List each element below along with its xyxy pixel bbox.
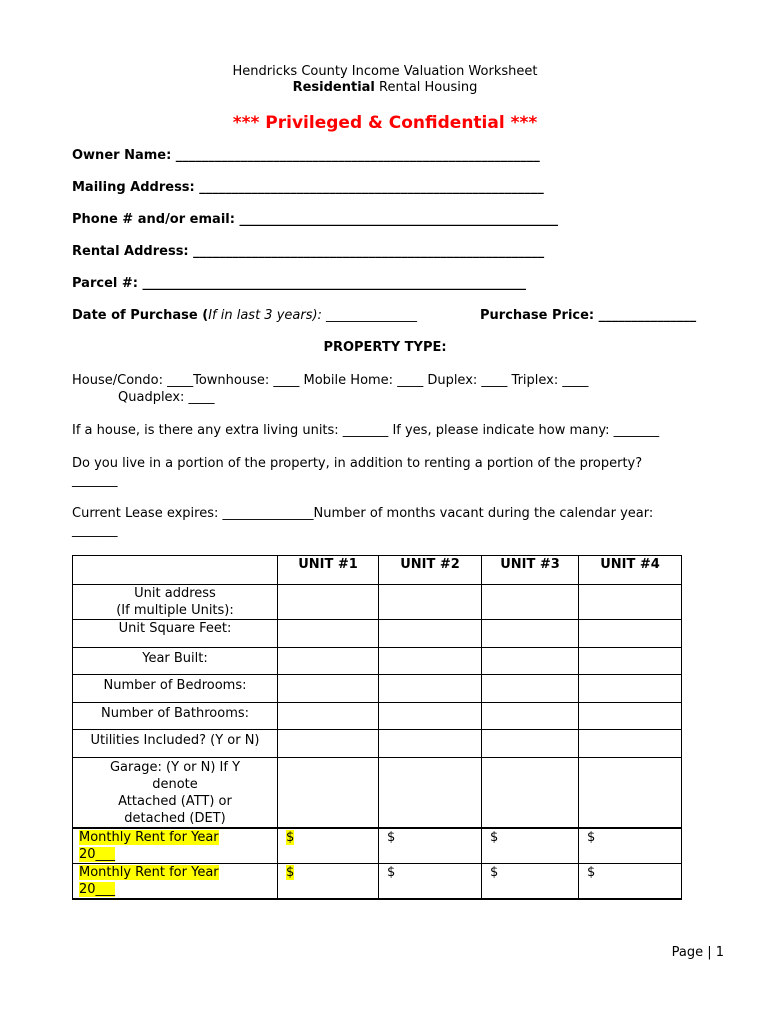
unit-address-label-1: Unit address (134, 586, 216, 601)
table-row (73, 585, 682, 620)
table-row (73, 675, 682, 703)
property-types-quadplex[interactable]: Quadplex: ____ (118, 390, 215, 405)
garage-label-3: Attached (ATT) or (118, 794, 232, 809)
bathrooms-cell[interactable] (278, 703, 379, 730)
rent-year-1-unit-2[interactable]: $ (379, 828, 482, 864)
document-subtitle (0, 80, 770, 95)
unit-address-cell[interactable] (579, 585, 682, 620)
square-feet-cell[interactable] (482, 620, 579, 648)
rent-year-1-label (73, 828, 278, 864)
subtitle-bold: Residential (292, 80, 375, 95)
utilities-cell[interactable] (482, 730, 579, 758)
rent-year-2-label-b: 20___ (79, 882, 116, 897)
unit-address-label-2: (If multiple Units): (116, 603, 234, 618)
subtitle-rest: Rental Housing (374, 80, 478, 95)
rent-year-2-unit-1[interactable] (278, 864, 379, 900)
unit-2-header: UNIT #2 (379, 556, 482, 585)
date-note: If in last 3 years): ______________ (208, 308, 418, 323)
table-row (73, 828, 682, 864)
garage-cell[interactable] (278, 758, 379, 829)
rent-year-2-label (73, 864, 278, 900)
bedrooms-cell[interactable] (379, 675, 482, 703)
utilities-cell[interactable] (379, 730, 482, 758)
purchase-price-field[interactable]: Purchase Price: _______________ (480, 308, 697, 323)
rent-year-1-label-a: Monthly Rent for Year (79, 830, 219, 845)
bedrooms-cell[interactable] (278, 675, 379, 703)
garage-label-4: detached (DET) (124, 811, 226, 826)
document-title: Hendricks County Income Valuation Worksheet (232, 64, 538, 79)
bathrooms-cell[interactable] (379, 703, 482, 730)
date-label: Date of Purchase ( (72, 308, 209, 323)
lease-question[interactable]: Current Lease expires: ______________Number of months vacant during the calendar year: (72, 506, 654, 521)
unit-address-label (73, 585, 278, 620)
rent-year-1-label-b: 20___ (79, 847, 116, 862)
garage-label (73, 758, 278, 829)
garage-cell[interactable] (579, 758, 682, 829)
owner-name-field[interactable]: Owner Name: ________________________________________________________ (72, 148, 540, 163)
extra-units-question[interactable]: If a house, is there any extra living units: _______ If yes, please indicate how many: _______ (72, 423, 660, 438)
year-built-cell[interactable] (278, 648, 379, 675)
unit-address-cell[interactable] (482, 585, 579, 620)
garage-cell[interactable] (482, 758, 579, 829)
bedrooms-cell[interactable] (579, 675, 682, 703)
mailing-address-field[interactable]: Mailing Address: _____________________________________________________ (72, 180, 544, 195)
rent-year-1-unit-1[interactable] (278, 828, 379, 864)
bathrooms-label: Number of Bathrooms: (73, 703, 278, 730)
phone-email-field[interactable]: Phone # and/or email: _________________________________________________ (72, 212, 558, 227)
unit-address-cell[interactable] (379, 585, 482, 620)
unit-1-header: UNIT #1 (278, 556, 379, 585)
parcel-field[interactable]: Parcel #: ___________________________________________________________ (72, 276, 526, 291)
bathrooms-cell[interactable] (579, 703, 682, 730)
table-row (73, 730, 682, 758)
unit-4-header: UNIT #4 (579, 556, 682, 585)
garage-label-2: denote (152, 777, 198, 792)
garage-cell[interactable] (379, 758, 482, 829)
confidential-banner: *** Privileged & Confidential *** (232, 113, 538, 133)
table-row (73, 758, 682, 829)
page-number: Page | 1 (671, 945, 724, 960)
year-built-cell[interactable] (482, 648, 579, 675)
header-blank-cell (73, 556, 278, 585)
live-in-question: Do you live in a portion of the property, in addition to renting a portion of the property? (72, 456, 643, 471)
table-row (73, 864, 682, 900)
square-feet-cell[interactable] (278, 620, 379, 648)
rent-year-1-unit-3[interactable]: $ (482, 828, 579, 864)
date-of-purchase-field[interactable] (72, 308, 417, 323)
bedrooms-cell[interactable] (482, 675, 579, 703)
table-row (73, 620, 682, 648)
year-built-cell[interactable] (379, 648, 482, 675)
live-in-answer[interactable]: _______ (72, 473, 118, 488)
square-feet-label: Unit Square Feet: (73, 620, 278, 648)
square-feet-cell[interactable] (379, 620, 482, 648)
property-types-line[interactable]: House/Condo: ____Townhouse: ____ Mobile Home: ____ Duplex: ____ Triplex: ____ (72, 373, 589, 388)
dollar-sign: $ (286, 830, 295, 845)
rent-year-2-unit-4[interactable]: $ (579, 864, 682, 900)
units-header-row (73, 556, 682, 585)
utilities-label: Utilities Included? (Y or N) (73, 730, 278, 758)
year-built-cell[interactable] (579, 648, 682, 675)
rent-year-2-unit-3[interactable]: $ (482, 864, 579, 900)
property-type-heading: PROPERTY TYPE: (323, 340, 447, 355)
dollar-sign: $ (286, 865, 295, 880)
vacant-months-answer[interactable]: _______ (72, 523, 118, 538)
units-table (72, 555, 682, 900)
table-row (73, 703, 682, 730)
utilities-cell[interactable] (579, 730, 682, 758)
rent-year-2-label-a: Monthly Rent for Year (79, 865, 219, 880)
unit-3-header: UNIT #3 (482, 556, 579, 585)
bathrooms-cell[interactable] (482, 703, 579, 730)
square-feet-cell[interactable] (579, 620, 682, 648)
garage-label-1: Garage: (Y or N) If Y (109, 760, 241, 775)
bedrooms-label: Number of Bedrooms: (73, 675, 278, 703)
rental-address-field[interactable]: Rental Address: ______________________________________________________ (72, 244, 545, 259)
rent-year-1-unit-4[interactable]: $ (579, 828, 682, 864)
table-row (73, 648, 682, 675)
year-built-label: Year Built: (73, 648, 278, 675)
unit-address-cell[interactable] (278, 585, 379, 620)
utilities-cell[interactable] (278, 730, 379, 758)
rent-year-2-unit-2[interactable]: $ (379, 864, 482, 900)
